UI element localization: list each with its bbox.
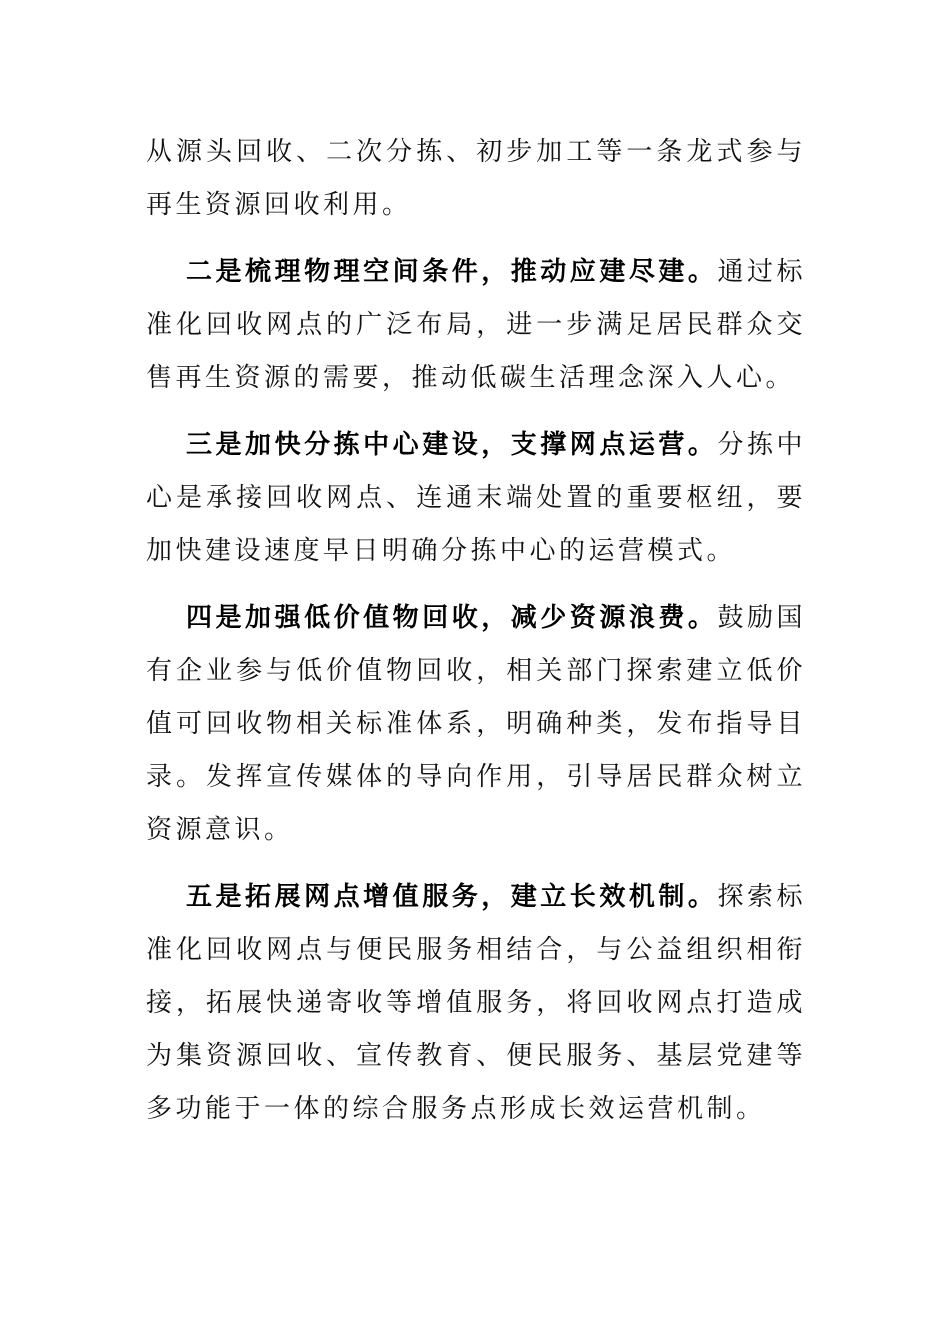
paragraph-point-two [146,246,806,405]
paragraph-body: 通过标准化回收网点的广泛布局，进一步满足居民群众交售再生资源的需要，推动低碳生活理念深入人心。 [146,257,806,393]
paragraph-point-four [146,592,806,857]
paragraph-lead: 五是拓展网点增值服务，建立长效机制。 [186,882,718,912]
paragraph-lead: 二是梳理物理空间条件，推动应建尽建。 [186,257,718,287]
paragraph-lead: 三是加快分拣中心建设，支撑网点运营。 [186,430,718,460]
paragraph-lead: 四是加强低价值物回收，减少资源浪费。 [186,603,718,633]
paragraph-body: 从源头回收、二次分拣、初步加工等一条龙式参与再生资源回收利用。 [146,137,806,220]
document-page [146,126,806,1150]
paragraph-body: 鼓励国有企业参与低价值物回收，相关部门探索建立低价值可回收物相关标准体系，明确种类，发布指导目录。发挥宣传媒体的导向作用，引导居民群众树立资源意识。 [146,603,806,845]
paragraph-point-three [146,419,806,578]
paragraph-point-five [146,871,806,1136]
paragraph-body: 探索标准化回收网点与便民服务相结合，与公益组织相衔接，拓展快递寄收等增值服务，将回收网点打造成为集资源回收、宣传教育、便民服务、基层党建等多功能于一体的综合服务点形成长效运营机制。 [146,882,806,1124]
paragraph-body: 分拣中心是承接回收网点、连通末端处置的重要枢纽，要加快建设速度早日明确分拣中心的运营模式。 [146,430,806,566]
paragraph-continuation [146,126,806,232]
